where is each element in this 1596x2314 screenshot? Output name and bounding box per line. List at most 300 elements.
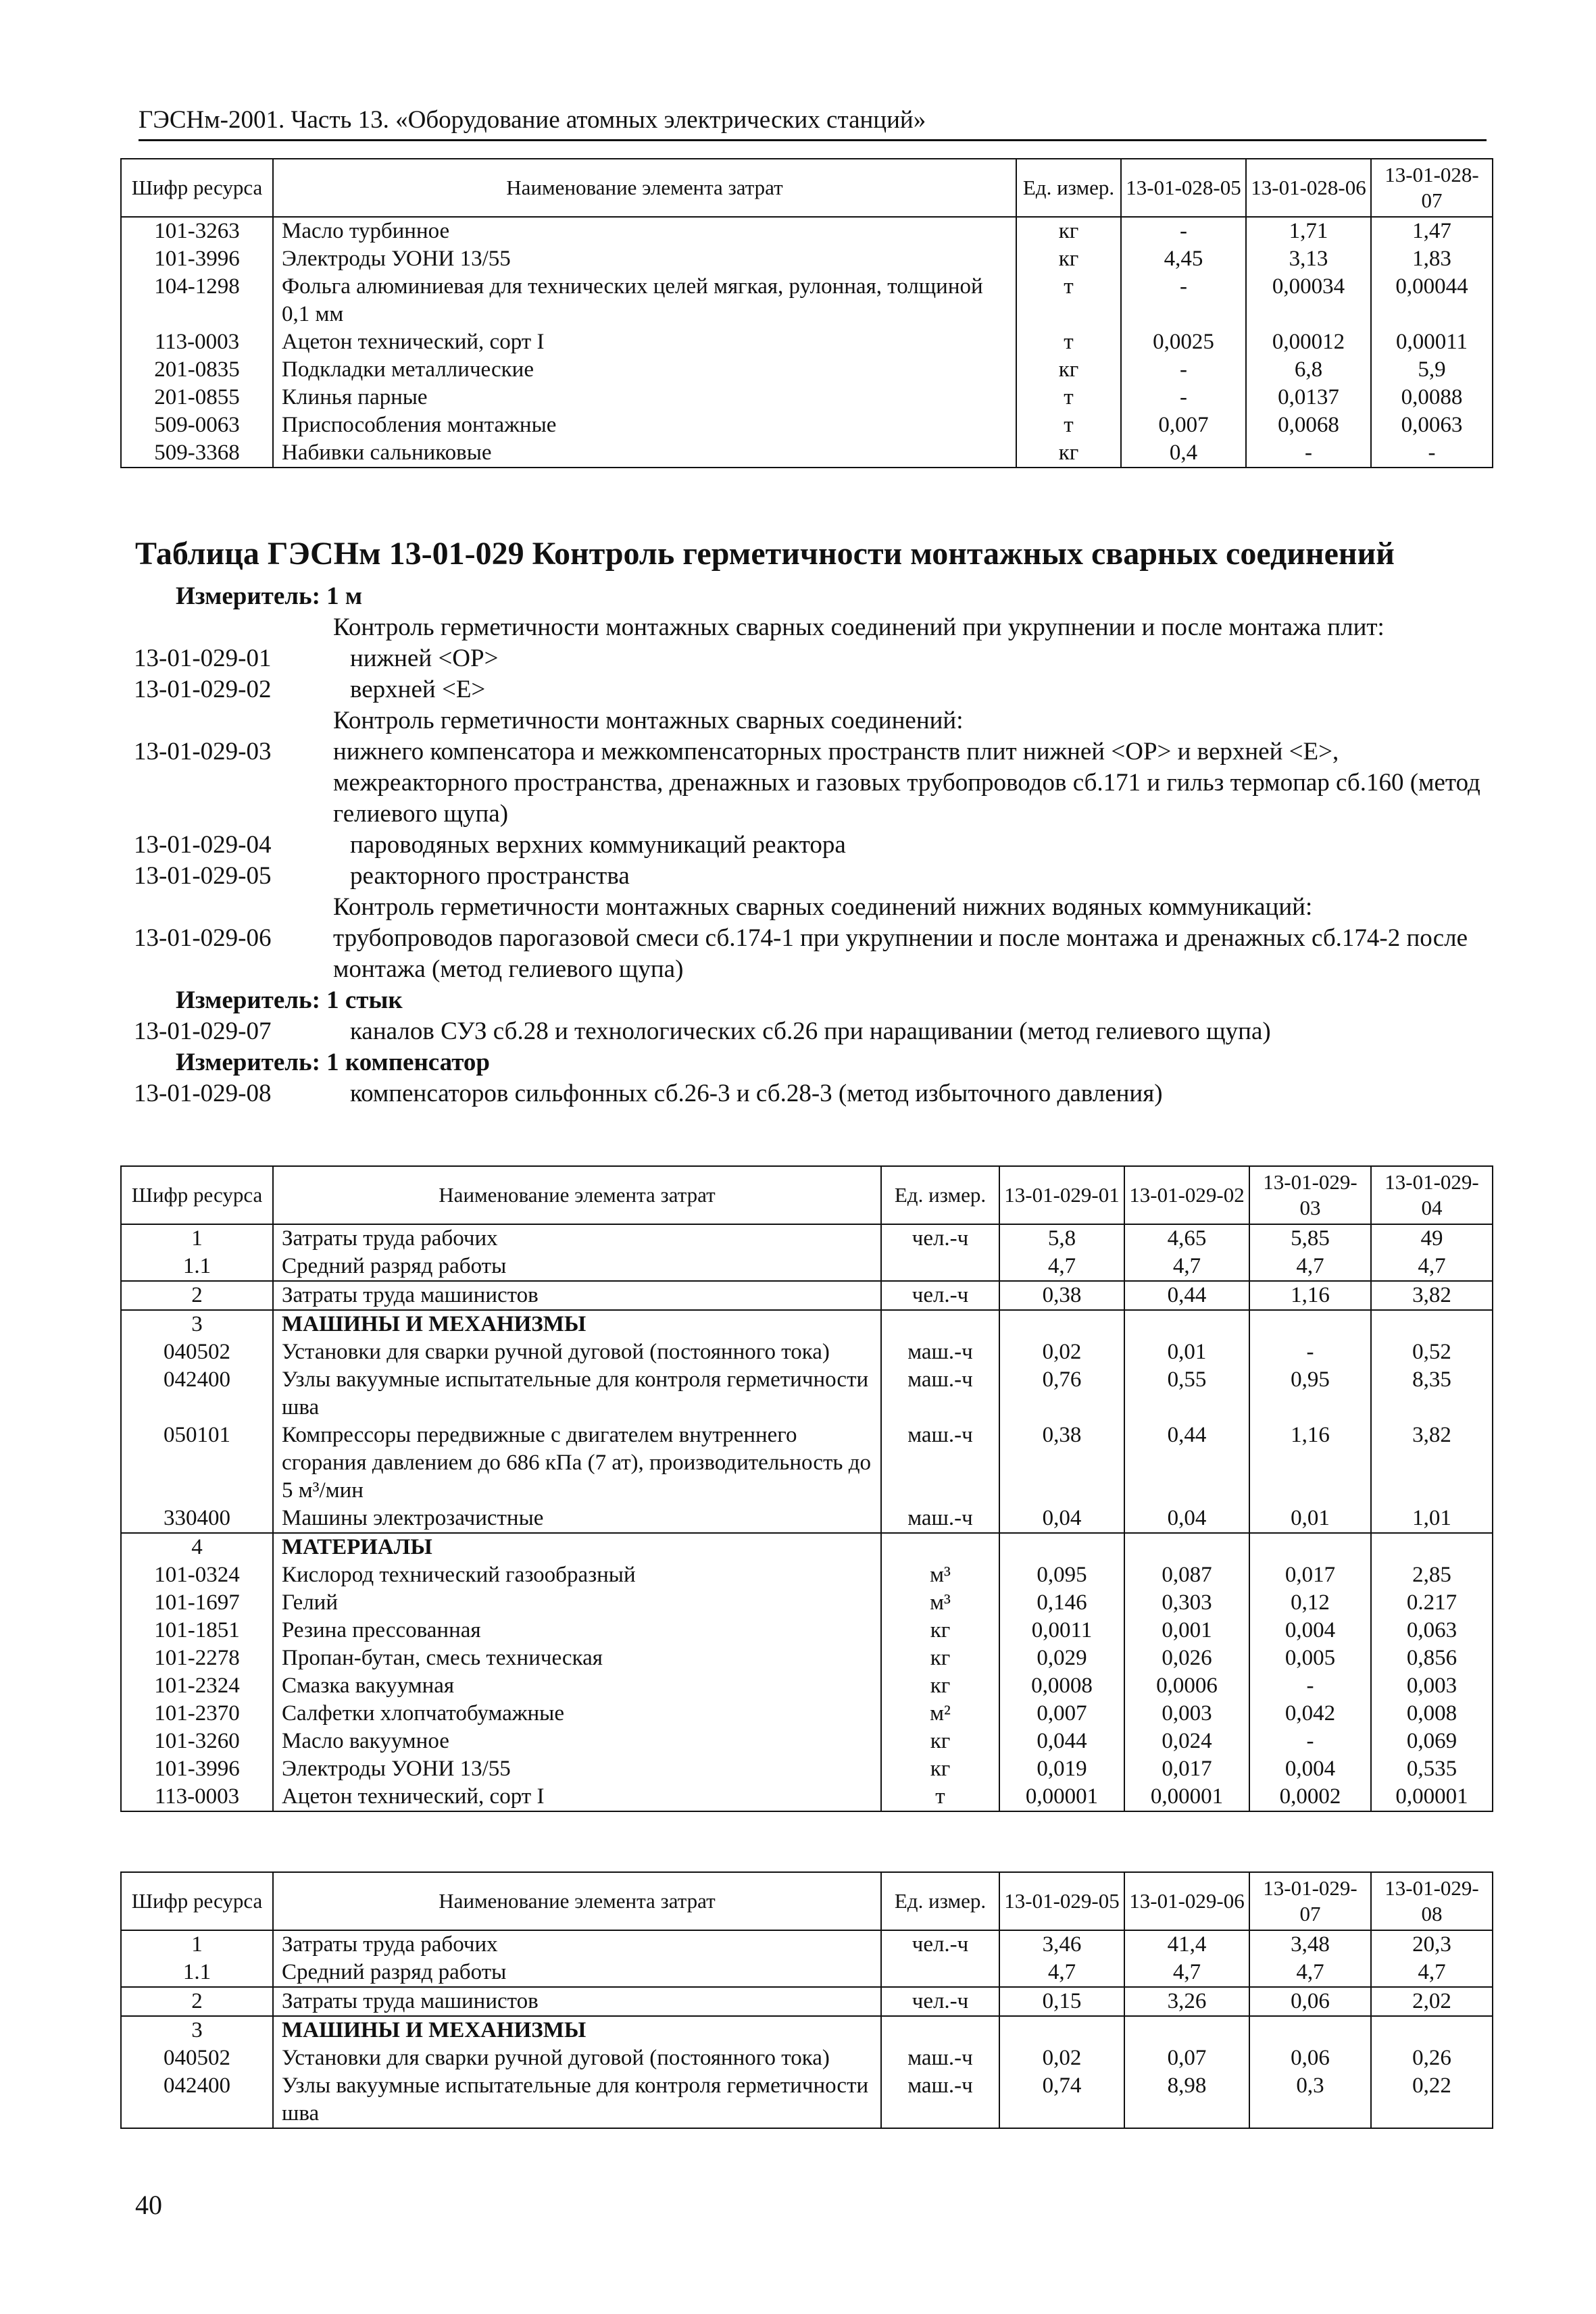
unit [881,1533,999,1561]
meter-label: Измеритель: 1 м [176,582,363,610]
header-norm-029-05: 13-01-029-05 [999,1872,1124,1930]
item-name: Набивки сальниковые [273,439,1016,468]
norm-item [134,861,1485,892]
resource-code: 101-3996 [121,245,273,273]
resource-code: 1.1 [121,1959,273,1987]
table-row [121,2044,1493,2072]
norm-text: компенсаторов сильфонных сб.26-3 и сб.28-3 (метод избыточного давления) [350,1080,1163,1107]
value: 0,00001 [1371,1783,1493,1811]
table-row [121,1728,1493,1755]
item-name: Салфетки хлопчатобумажные [273,1700,881,1728]
unit: маш.-ч [881,1505,999,1533]
running-header: ГЭСНм-2001. Часть 13. «Оборудование атомных электрических станций» [139,103,1487,141]
value: 0,063 [1371,1617,1493,1644]
header-resource-code: Шифр ресурса [121,159,273,217]
unit: кг [881,1755,999,1783]
header-unit: Ед. измер. [881,1166,999,1224]
value: 4,7 [1371,1959,1493,1987]
value: 4,7 [1249,1959,1371,1987]
norm-item [134,1078,1485,1109]
table-row [121,1310,1493,1338]
unit: т [1016,411,1121,439]
header-norm-028-05: 13-01-028-05 [1121,159,1246,217]
value: - [1121,356,1246,384]
value: 0,00011 [1371,328,1493,356]
value: 0.217 [1371,1589,1493,1617]
value: 0,0088 [1371,384,1493,411]
value: 1,16 [1249,1281,1371,1310]
item-name: Затраты труда машинистов [273,1281,881,1310]
item-name: Узлы вакуумные испытательные для контроля герметичности шва [273,2072,881,2128]
value: 0,024 [1124,1728,1249,1755]
value: 0,0002 [1249,1783,1371,1811]
item-name: Масло вакуумное [273,1728,881,1755]
value: 0,019 [999,1755,1124,1783]
value: - [1121,217,1246,245]
meter-label: Измеритель: 1 стык [176,986,403,1014]
item-name: МАШИНЫ И МЕХАНИЗМЫ [273,2016,881,2044]
value: 0,005 [1249,1644,1371,1672]
value: 0,095 [999,1561,1124,1589]
unit: маш.-ч [881,2044,999,2072]
norm-code: 13-01-029-04 [134,831,272,859]
value: - [1249,1672,1371,1700]
value: 0,007 [999,1700,1124,1728]
value: 0,3 [1249,2072,1371,2128]
value: 0,003 [1124,1700,1249,1728]
header-item-name: Наименование элемента затрат [273,159,1016,217]
table3-body [121,1930,1493,2128]
norm-item [134,736,1485,830]
table-row [121,1672,1493,1700]
unit: т [1016,384,1121,411]
value: 0,04 [1124,1505,1249,1533]
unit: кг [1016,245,1121,273]
value: 1,47 [1371,217,1493,245]
header-norm-029-02: 13-01-029-02 [1124,1166,1249,1224]
unit: кг [881,1644,999,1672]
resource-code: 101-3996 [121,1755,273,1783]
value: 0,856 [1371,1644,1493,1672]
item-name: Ацетон технический, сорт I [273,328,1016,356]
unit: кг [1016,356,1121,384]
header-norm-029-01: 13-01-029-01 [999,1166,1124,1224]
value: 0,044 [999,1728,1124,1755]
value: - [1121,384,1246,411]
item-name: Узлы вакуумные испытательные для контроля герметичности шва [273,1366,881,1422]
section-title: Таблица ГЭСНм 13-01-029 Контроль герметичности монтажных сварных соединений [135,536,1395,572]
table-row [121,1561,1493,1589]
norm-text: пароводяных верхних коммуникаций реактора [350,831,846,859]
header-resource-code: Шифр ресурса [121,1872,273,1930]
resource-code: 1 [121,1224,273,1253]
value: 0,38 [999,1281,1124,1310]
value: 3,82 [1371,1281,1493,1310]
resource-code: 040502 [121,2044,273,2072]
value [999,1533,1124,1561]
unit: т [1016,328,1121,356]
value: 0,535 [1371,1755,1493,1783]
table-row [121,1755,1493,1783]
item-name: Электроды УОНИ 13/55 [273,245,1016,273]
resource-code: 050101 [121,1422,273,1505]
value: 49 [1371,1224,1493,1253]
item-name: Масло турбинное [273,217,1016,245]
value: 0,042 [1249,1700,1371,1728]
table-row [121,217,1493,245]
unit: чел.-ч [881,1930,999,1959]
value: 0,069 [1371,1728,1493,1755]
value: 4,7 [1249,1253,1371,1281]
value: 0,22 [1371,2072,1493,2128]
unit: кг [881,1617,999,1644]
value [1249,1310,1371,1338]
value: 0,12 [1249,1589,1371,1617]
unit: чел.-ч [881,1987,999,2016]
norm-item [134,643,1485,674]
value: 0,008 [1371,1700,1493,1728]
table-row [121,1338,1493,1366]
value: 0,04 [999,1505,1124,1533]
value: - [1246,439,1371,468]
table-row [121,384,1493,411]
table-row [121,1533,1493,1561]
table-row [121,1505,1493,1533]
table-row [121,1700,1493,1728]
resource-code: 101-3263 [121,217,273,245]
resource-code: 101-2370 [121,1700,273,1728]
page-number: 40 [135,2190,162,2220]
norm-text: трубопроводов парогазовой смеси сб.174-1 при укрупнении и после монтажа и дренажных сб.174-2 после монтажа (метод гелиевого щупа) [333,924,1468,983]
value: 0,26 [1371,2044,1493,2072]
norm-item [134,830,1485,861]
value: 0,0006 [1124,1672,1249,1700]
table-row [121,411,1493,439]
value: 3,82 [1371,1422,1493,1505]
value: 0,007 [1121,411,1246,439]
item-name: Затраты труда машинистов [273,1987,881,2016]
value: 0,00034 [1246,273,1371,328]
value: 0,0063 [1371,411,1493,439]
unit [881,1959,999,1987]
value [1124,2016,1249,2044]
value: 0,74 [999,2072,1124,2128]
value: - [1249,1728,1371,1755]
item-name: Приспособления монтажные [273,411,1016,439]
table-row [121,245,1493,273]
value: 0,004 [1249,1617,1371,1644]
norm-code: 13-01-029-05 [134,862,272,890]
value: 3,26 [1124,1987,1249,2016]
item-name: Средний разряд работы [273,1253,881,1281]
value: 3,13 [1246,245,1371,273]
norm-code: 13-01-029-02 [134,676,272,703]
unit: маш.-ч [881,1366,999,1422]
unit [881,1310,999,1338]
header-resource-code: Шифр ресурса [121,1166,273,1224]
value: 2,85 [1371,1561,1493,1589]
unit: т [1016,273,1121,328]
resource-code: 101-0324 [121,1561,273,1589]
value: 0,44 [1124,1281,1249,1310]
resource-table-028 [120,158,1493,468]
intro-text: Контроль герметичности монтажных сварных соединений при укрупнении и после монтажа плит: [333,613,1385,641]
value: 0,004 [1249,1755,1371,1783]
unit: маш.-ч [881,2072,999,2128]
value [1371,2016,1493,2044]
value: 0,00001 [999,1783,1124,1811]
norm-code: 13-01-029-08 [134,1080,272,1107]
item-name: Гелий [273,1589,881,1617]
value: 0,017 [1249,1561,1371,1589]
item-name: МАШИНЫ И МЕХАНИЗМЫ [273,1310,881,1338]
norm-text: каналов СУЗ сб.28 и технологических сб.26 при наращивании (метод гелиевого щупа) [350,1017,1271,1045]
table2-body [121,1224,1493,1811]
norm-text: нижнего компенсатора и межкомпенсаторных пространств плит нижней <ОР> и верхней <Е>, межреакторного пространства, дренажных и газовых трубопроводов сб.171 и гильз термопар сб.160 (метод гелиевого щупа) [333,738,1480,828]
unit [881,1253,999,1281]
header-norm-029-08: 13-01-029-08 [1371,1872,1493,1930]
value [1249,2016,1371,2044]
item-name: Машины электрозачистные [273,1505,881,1533]
value: 8,35 [1371,1366,1493,1422]
value: 1,16 [1249,1422,1371,1505]
unit: кг [1016,217,1121,245]
value: 0,02 [999,1338,1124,1366]
value: 0,00012 [1246,328,1371,356]
unit: чел.-ч [881,1224,999,1253]
value: 0,00044 [1371,273,1493,328]
value: - [1371,439,1493,468]
item-name: Клинья парные [273,384,1016,411]
value: 0,087 [1124,1561,1249,1589]
resource-code: 330400 [121,1505,273,1533]
header-unit: Ед. измер. [881,1872,999,1930]
value: 0,06 [1249,2044,1371,2072]
value: 8,98 [1124,2072,1249,2128]
header-norm-028-07: 13-01-028-07 [1371,159,1493,217]
value: 1,71 [1246,217,1371,245]
unit [881,2016,999,2044]
intro-text: Контроль герметичности монтажных сварных соединений нижних водяных коммуникаций: [333,893,1313,921]
resource-code: 113-0003 [121,328,273,356]
table-row [121,1959,1493,1987]
value: 0,0068 [1246,411,1371,439]
value: 5,85 [1249,1224,1371,1253]
header-norm-028-06: 13-01-028-06 [1246,159,1371,217]
value: 4,45 [1121,245,1246,273]
value: 0,38 [999,1422,1124,1505]
value: 4,65 [1124,1224,1249,1253]
norm-item [134,923,1485,985]
table-row [121,1783,1493,1811]
table-row [121,439,1493,468]
unit: кг [881,1672,999,1700]
value [999,1310,1124,1338]
item-name: Резина прессованная [273,1617,881,1644]
table-row [121,273,1493,328]
item-name: Подкладки металлические [273,356,1016,384]
header-item-name: Наименование элемента затрат [273,1872,881,1930]
resource-code: 101-3260 [121,1728,273,1755]
section-description [134,581,1485,1109]
value: 0,06 [1249,1987,1371,2016]
norm-code: 13-01-029-01 [134,645,272,672]
resource-code: 509-0063 [121,411,273,439]
value: 0,0011 [999,1617,1124,1644]
value: 0,001 [1124,1617,1249,1644]
value: 1,83 [1371,245,1493,273]
norm-text: нижней <ОР> [350,645,499,672]
value: 0,01 [1124,1338,1249,1366]
resource-code: 040502 [121,1338,273,1366]
value: 0,146 [999,1589,1124,1617]
table-row [121,1987,1493,2016]
item-name: Пропан-бутан, смесь техническая [273,1644,881,1672]
header-norm-029-06: 13-01-029-06 [1124,1872,1249,1930]
unit: м³ [881,1561,999,1589]
value: 41,4 [1124,1930,1249,1959]
unit: м³ [881,1589,999,1617]
table-row [121,1617,1493,1644]
header-norm-029-04: 13-01-029-04 [1371,1166,1493,1224]
table-row [121,328,1493,356]
resource-code: 3 [121,1310,273,1338]
item-name: Затраты труда рабочих [273,1224,881,1253]
resource-code: 104-1298 [121,273,273,328]
value: 4,7 [1124,1253,1249,1281]
value: 0,0008 [999,1672,1124,1700]
value: 3,46 [999,1930,1124,1959]
resource-code: 201-0855 [121,384,273,411]
value: 0,003 [1371,1672,1493,1700]
table-row [121,1644,1493,1672]
table-row [121,1224,1493,1253]
unit: кг [1016,439,1121,468]
header-norm-029-07: 13-01-029-07 [1249,1872,1371,1930]
resource-code: 042400 [121,1366,273,1422]
value [1249,1533,1371,1561]
value: 2,02 [1371,1987,1493,2016]
resource-code: 101-1697 [121,1589,273,1617]
resource-table-029-b [120,1871,1493,2129]
resource-code: 042400 [121,2072,273,2128]
header-item-name: Наименование элемента затрат [273,1166,881,1224]
table-row [121,1930,1493,1959]
value: 0,303 [1124,1589,1249,1617]
value: 0,02 [999,2044,1124,2072]
unit: маш.-ч [881,1422,999,1505]
value: 0,55 [1124,1366,1249,1422]
value: - [1249,1338,1371,1366]
value: 3,48 [1249,1930,1371,1959]
norm-item [134,674,1485,705]
value: 4,7 [999,1959,1124,1987]
value: 0,52 [1371,1338,1493,1366]
table-row [121,2016,1493,2044]
meter-label: Измеритель: 1 компенсатор [176,1049,490,1076]
value: 1,01 [1371,1505,1493,1533]
item-name: Средний разряд работы [273,1959,881,1987]
unit: т [881,1783,999,1811]
item-name: Электроды УОНИ 13/55 [273,1755,881,1783]
intro-text: Контроль герметичности монтажных сварных соединений: [333,707,964,734]
norm-text: верхней <Е> [350,676,486,703]
value: 0,017 [1124,1755,1249,1783]
value: 0,76 [999,1366,1124,1422]
item-name: Затраты труда рабочих [273,1930,881,1959]
item-name: Установки для сварки ручной дуговой (постоянного тока) [273,2044,881,2072]
value [1371,1310,1493,1338]
value [1124,1310,1249,1338]
value: 0,01 [1249,1505,1371,1533]
resource-code: 2 [121,1281,273,1310]
value: 0,0137 [1246,384,1371,411]
value [999,2016,1124,2044]
item-name: Компрессоры передвижные с двигателем внутреннего сгорания давлением до 686 кПа (7 ат), производительность до 5 м³/мин [273,1422,881,1505]
value: 20,3 [1371,1930,1493,1959]
resource-code: 101-1851 [121,1617,273,1644]
resource-code: 2 [121,1987,273,2016]
unit: кг [881,1728,999,1755]
value: 0,029 [999,1644,1124,1672]
value: 0,0025 [1121,328,1246,356]
value [1371,1533,1493,1561]
resource-code: 1 [121,1930,273,1959]
resource-code: 113-0003 [121,1783,273,1811]
norm-item [134,1016,1485,1047]
item-name: Фольга алюминиевая для технических целей мягкая, рулонная, толщиной 0,1 мм [273,273,1016,328]
value [1124,1533,1249,1561]
norm-code: 13-01-029-07 [134,1017,272,1045]
item-name: Смазка вакуумная [273,1672,881,1700]
value: 5,9 [1371,356,1493,384]
resource-code: 201-0835 [121,356,273,384]
unit: м² [881,1700,999,1728]
table-row [121,1422,1493,1505]
table-row [121,1281,1493,1310]
value: 4,7 [999,1253,1124,1281]
value: 0,00001 [1124,1783,1249,1811]
value: - [1121,273,1246,328]
table-row [121,1366,1493,1422]
norm-text: реакторного пространства [350,862,630,890]
resource-code: 509-3368 [121,439,273,468]
value: 0,44 [1124,1422,1249,1505]
header-norm-029-03: 13-01-029-03 [1249,1166,1371,1224]
table-row [121,1589,1493,1617]
table-row [121,2072,1493,2128]
resource-code: 101-2324 [121,1672,273,1700]
table-row [121,1253,1493,1281]
value: 0,15 [999,1987,1124,2016]
value: 5,8 [999,1224,1124,1253]
norm-code: 13-01-029-06 [134,924,272,952]
unit: маш.-ч [881,1338,999,1366]
resource-code: 1.1 [121,1253,273,1281]
item-name: Установки для сварки ручной дуговой (постоянного тока) [273,1338,881,1366]
item-name: МАТЕРИАЛЫ [273,1533,881,1561]
unit: чел.-ч [881,1281,999,1310]
resource-code: 4 [121,1533,273,1561]
table-row [121,356,1493,384]
value: 6,8 [1246,356,1371,384]
resource-table-029-a [120,1165,1493,1812]
item-name: Ацетон технический, сорт I [273,1783,881,1811]
value: 0,026 [1124,1644,1249,1672]
value: 0,07 [1124,2044,1249,2072]
resource-code: 3 [121,2016,273,2044]
resource-code: 101-2278 [121,1644,273,1672]
